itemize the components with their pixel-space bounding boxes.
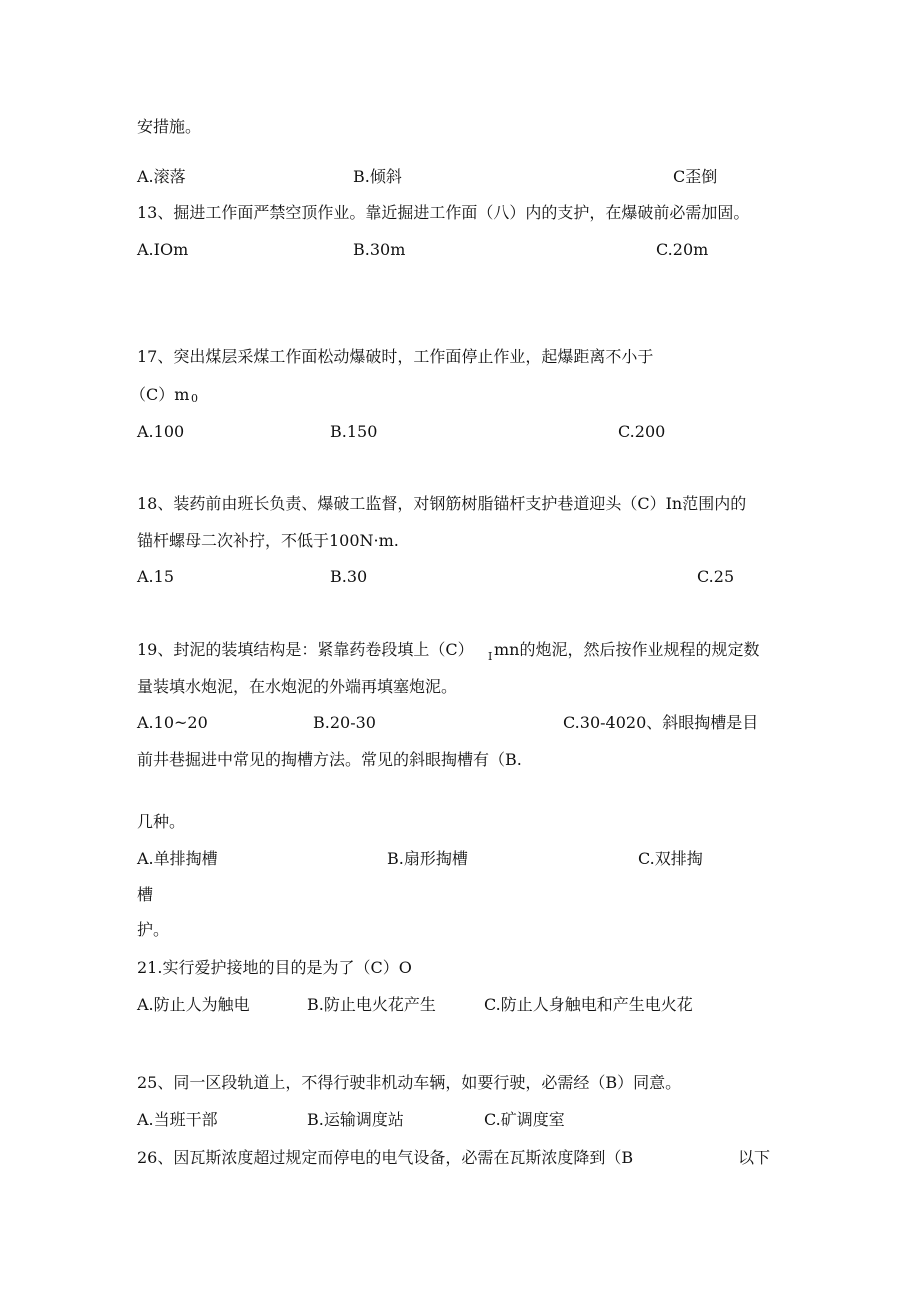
text-line: 量装填水炮泥，在水炮泥的外端再填塞炮泥。: [137, 677, 458, 696]
text-line: 17、突出煤层采煤工作面松动爆破时，工作面停止作业，起爆距离不小于: [137, 347, 654, 366]
text-line: C.30-4020、斜眼掏槽是目: [563, 713, 759, 732]
text-line: 护。: [137, 920, 170, 939]
text-line: B.150: [330, 422, 378, 441]
text-line: C歪倒: [673, 167, 718, 186]
text-line: 前井巷掘进中常见的掏槽方法。常见的斜眼掏槽有（B.: [137, 750, 522, 769]
text-line: mn的炮泥，然后按作业规程的规定数: [494, 640, 760, 659]
text-line: C.矿调度室: [484, 1110, 565, 1129]
text-line: B.扇形掏槽: [387, 849, 468, 868]
text-line: A.IOm: [137, 240, 189, 259]
text-line: 安措施。: [137, 117, 202, 136]
text-line: A.100: [137, 422, 185, 441]
text-line: 槽: [137, 885, 154, 904]
text-line: B.30m: [353, 240, 406, 259]
text-line: C.防止人身触电和产生电火花: [484, 995, 693, 1014]
text-line: A.10~20: [137, 713, 208, 732]
text-line: A.单排掏槽: [137, 849, 218, 868]
text-line: 以下: [738, 1148, 771, 1167]
text-line: B.倾斜: [353, 167, 402, 186]
text-line: B.运输调度站: [307, 1110, 404, 1129]
text-line: C.20m: [656, 240, 709, 259]
text-line: 几种。: [137, 812, 186, 831]
text-line: B.30: [330, 567, 368, 586]
text-line: B.防止电火花产生: [307, 995, 436, 1014]
text-line: A.防止人为触电: [137, 995, 250, 1014]
text-line: 19、封泥的装填结构是：紧靠药卷段填上（C）: [137, 640, 474, 659]
subscript-mark: I: [488, 650, 493, 663]
text-line: 13、掘进工作面严禁空顶作业。靠近掘进工作面（八）内的支护，在爆破前必需加固。: [137, 203, 750, 222]
subscript-mark: 0: [191, 392, 198, 405]
text-line: 21.实行爱护接地的目的是为了（C）O: [137, 958, 412, 977]
text-line: C.双排掏: [638, 849, 703, 868]
text-line: 18、装药前由班长负责、爆破工监督，对钢筋树脂锚杆支护巷道迎头（C）In范围内的: [137, 494, 747, 513]
text-line: 25、同一区段轨道上，不得行驶非机动车辆，如要行驶，必需经（B）同意。: [137, 1073, 682, 1092]
text-line: 26、因瓦斯浓度超过规定而停电的电气设备，必需在瓦斯浓度降到（B: [137, 1148, 634, 1167]
text-line: C.200: [618, 422, 666, 441]
text-line: C.25: [697, 567, 735, 586]
text-line: A.滚落: [137, 167, 186, 186]
text-line: 锚杆螺母二次补拧，不低于100N·m.: [137, 531, 399, 550]
text-line: A.15: [137, 567, 174, 586]
text-line: B.20-30: [313, 713, 376, 732]
text-line: （C）m: [130, 385, 190, 404]
text-line: A.当班干部: [137, 1110, 218, 1129]
